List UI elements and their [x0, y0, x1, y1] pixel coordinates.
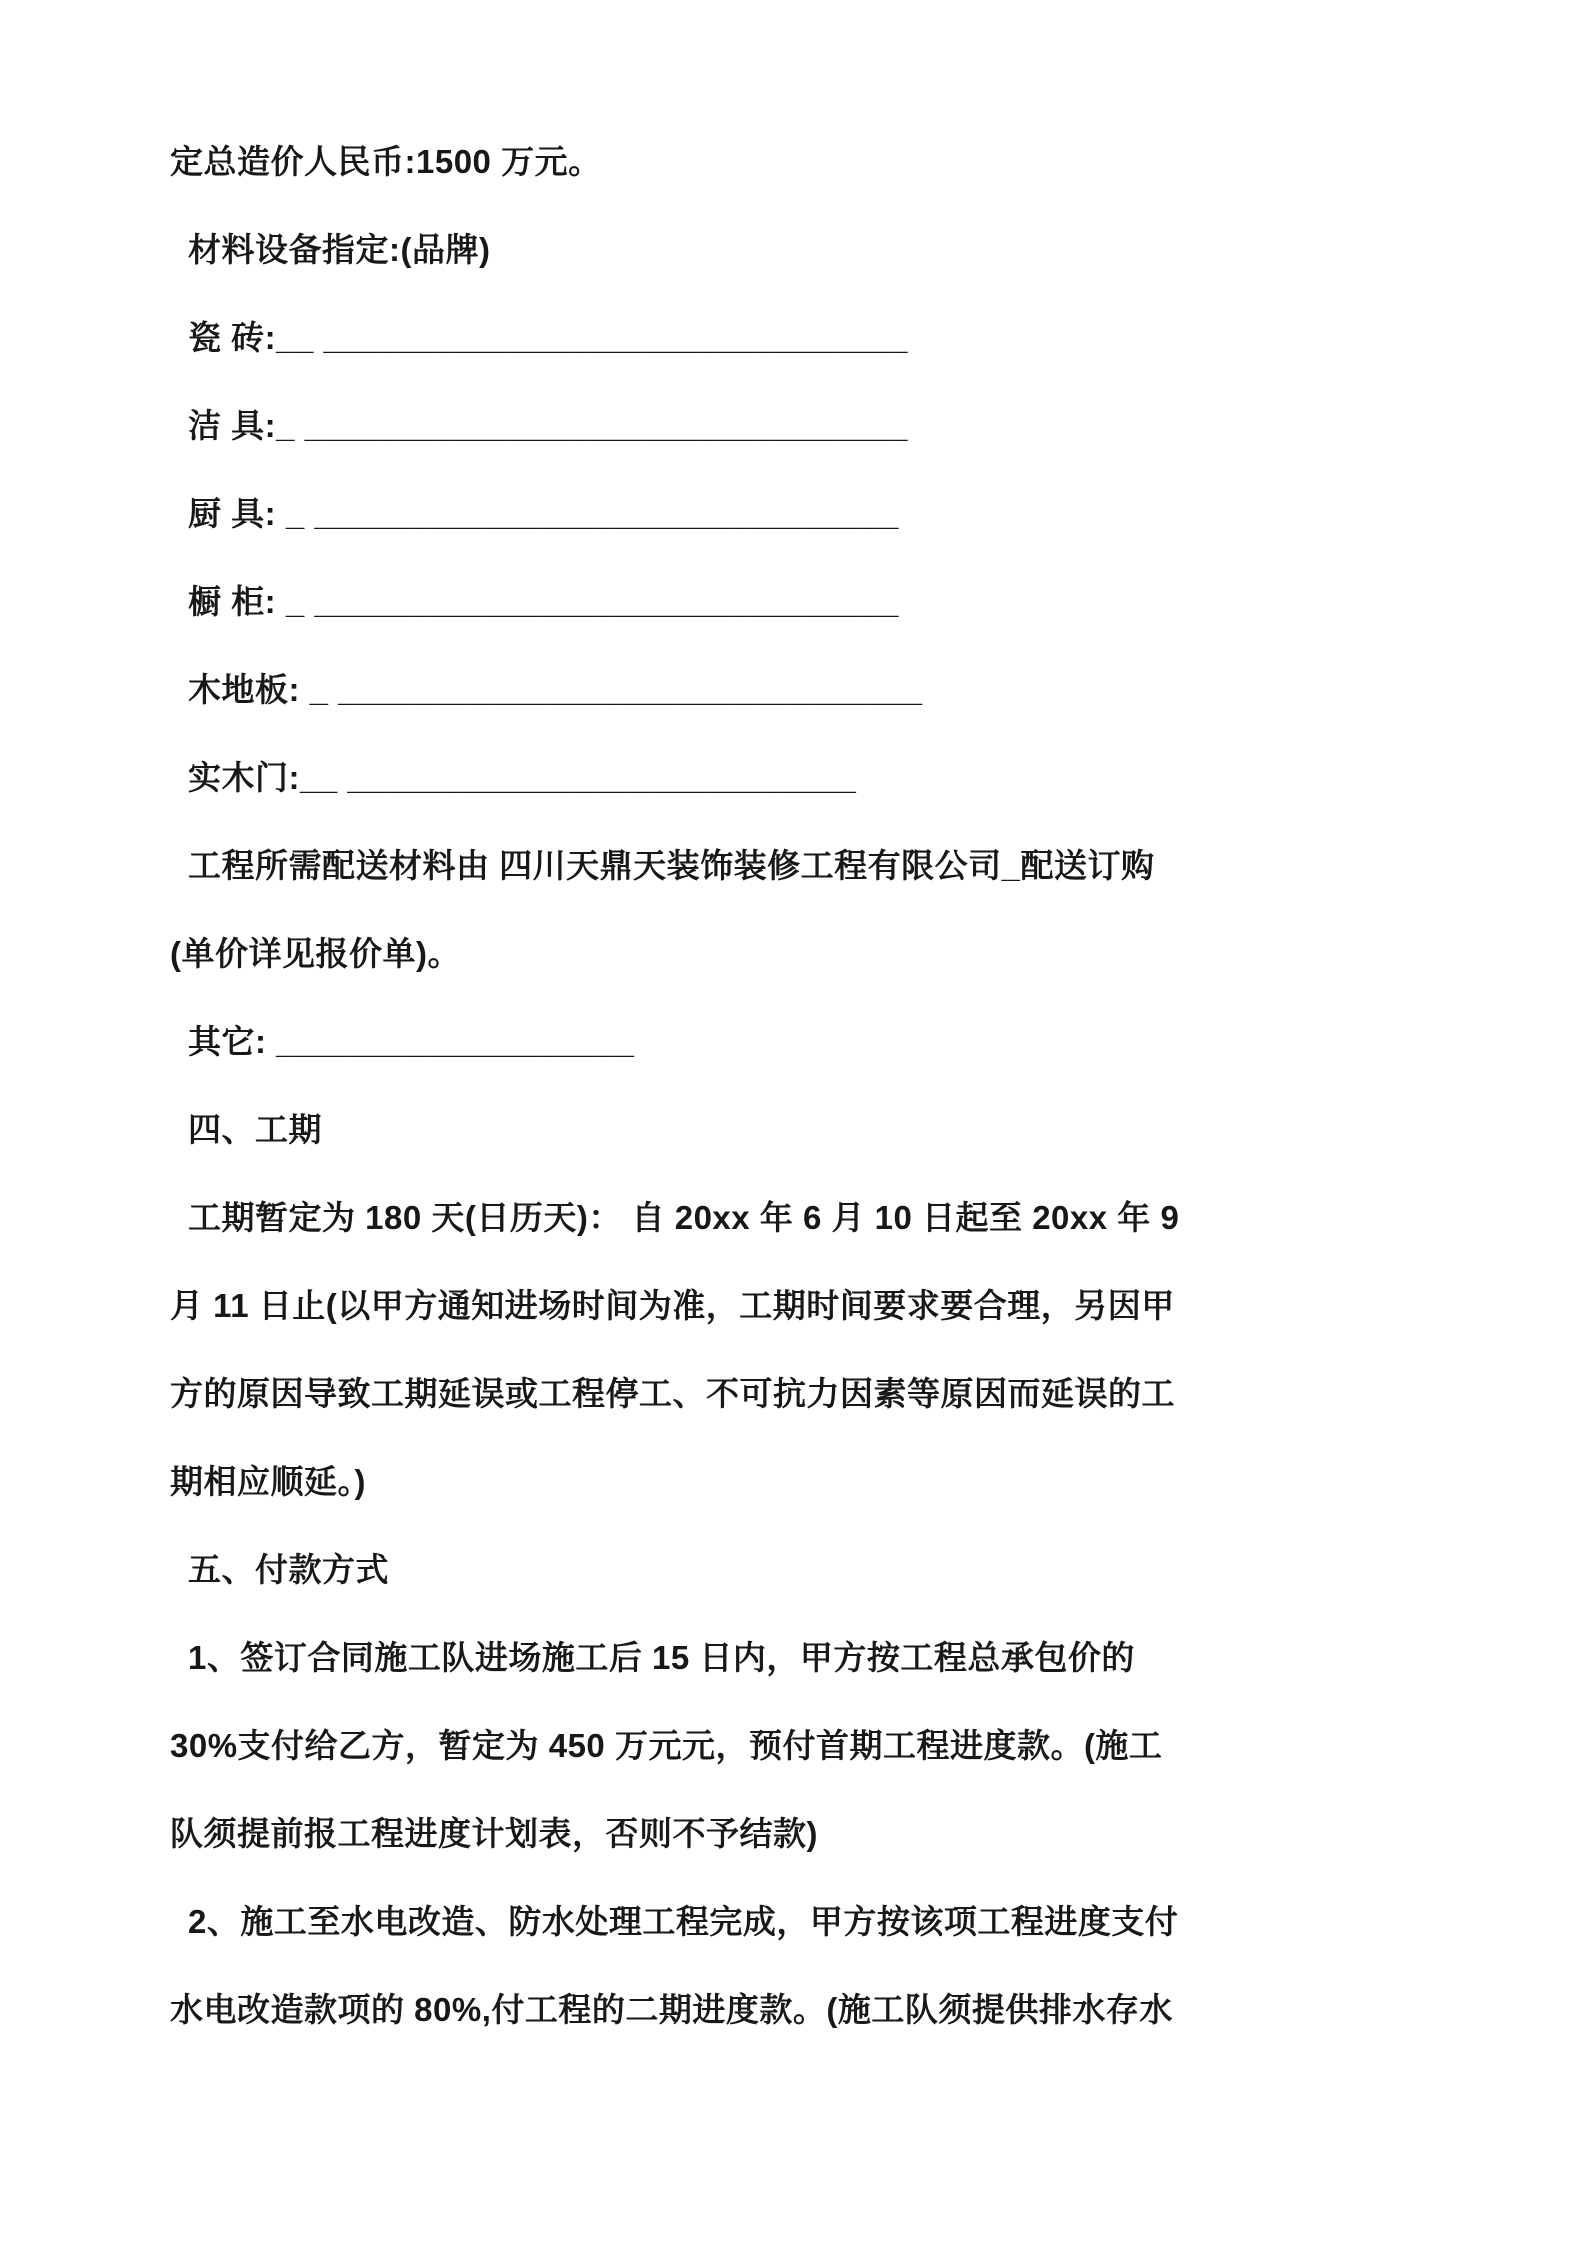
document-line: 木地板: _ _______________________________ — [188, 671, 923, 708]
document-line: 四、工期 — [188, 1111, 322, 1148]
document-line: 30%支付给乙方，暂定为 450 万元元，预付首期工程进度款。(施工 — [170, 1727, 1163, 1764]
document-line: 实木门:__ ___________________________ — [188, 759, 857, 796]
document-line: 工期暂定为 180 天(日历天)： 自 20xx 年 6 月 10 日起至 20xx 年 9 — [188, 1199, 1180, 1236]
document-line: 厨 具: _ _______________________________ — [188, 495, 899, 532]
document-line: 材料设备指定:(品牌) — [188, 231, 491, 268]
document-line: 2、施工至水电改造、防水处理工程完成，甲方按该项工程进度支付 — [188, 1903, 1179, 1940]
document-line: 期相应顺延。) — [170, 1463, 366, 1500]
document-line: 水电改造款项的 80%,付工程的二期进度款。(施工队须提供排水存水 — [170, 1991, 1173, 2028]
document-line: 1、签订合同施工队进场施工后 15 日内，甲方按工程总承包价的 — [188, 1639, 1135, 1676]
document-line: 方的原因导致工期延误或工程停工、不可抗力因素等原因而延误的工 — [170, 1375, 1175, 1412]
document-line: 五、付款方式 — [188, 1551, 389, 1588]
document-body — [170, 118, 1416, 2054]
document-line: 瓷 砖:__ _______________________________ — [188, 319, 908, 356]
document-line: 工程所需配送材料由 四川天鼎天装饰装修工程有限公司_配送订购 — [188, 847, 1155, 884]
document-line: 橱 柜: _ _______________________________ — [188, 583, 899, 620]
document-line: 其它: ___________________ — [188, 1023, 635, 1060]
document-line: 定总造价人民币:1500 万元。 — [170, 143, 602, 180]
document-line: 月 11 日止(以甲方通知进场时间为准，工期时间要求要合理，另因甲 — [170, 1287, 1175, 1324]
document-line: 队须提前报工程进度计划表，否则不予结款) — [170, 1815, 818, 1852]
document-line: 洁 具:_ ________________________________ — [188, 407, 908, 444]
document-line: (单价详见报价单)。 — [170, 935, 461, 972]
